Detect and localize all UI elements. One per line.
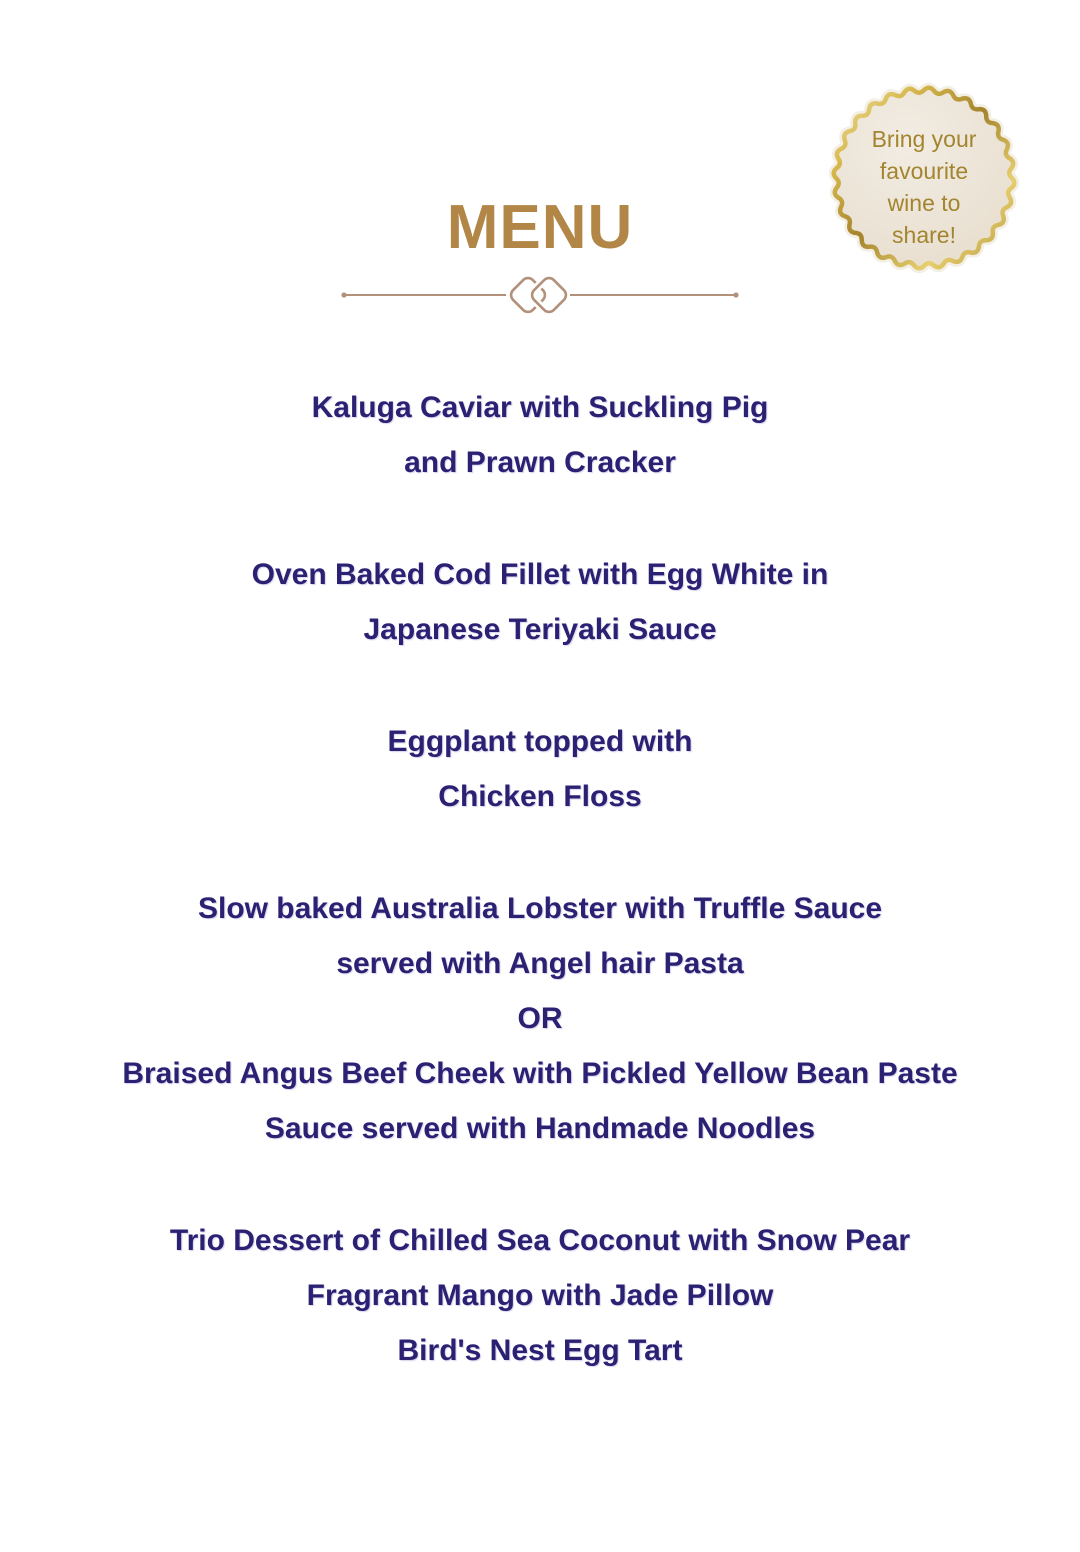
badge-line: wine to bbox=[887, 190, 961, 216]
menu-line: Fragrant Mango with Jade Pillow bbox=[306, 1279, 774, 1312]
menu-line: Braised Angus Beef Cheek with Pickled Yellow Bean Paste bbox=[122, 1057, 958, 1090]
badge-line: share! bbox=[892, 222, 956, 248]
wine-badge-text bbox=[826, 89, 1022, 285]
menu-section-vegetable bbox=[0, 714, 1080, 824]
menu-line: served with Angel hair Pasta bbox=[336, 947, 744, 980]
menu-section-fish bbox=[0, 547, 1080, 657]
menu-line: Bird's Nest Egg Tart bbox=[397, 1334, 683, 1367]
menu-line: Chicken Floss bbox=[438, 780, 642, 813]
menu-line: Japanese Teriyaki Sauce bbox=[363, 613, 717, 646]
menu-line: and Prawn Cracker bbox=[404, 446, 676, 479]
badge-line: Bring your bbox=[871, 126, 977, 152]
page-title: MENU bbox=[446, 193, 634, 262]
menu-section-dessert bbox=[0, 1213, 1080, 1378]
ornamental-divider bbox=[340, 274, 740, 318]
wine-badge bbox=[826, 80, 1022, 276]
menu-line: Oven Baked Cod Fillet with Egg White in bbox=[251, 558, 829, 591]
divider-flourish-icon bbox=[340, 274, 740, 318]
menu-body bbox=[0, 380, 1080, 1435]
menu-line: Eggplant topped with bbox=[387, 725, 693, 758]
menu-line: Slow baked Australia Lobster with Truffle Sauce bbox=[197, 892, 883, 925]
menu-line: Kaluga Caviar with Suckling Pig bbox=[311, 391, 769, 424]
menu-section-appetizer bbox=[0, 380, 1080, 490]
badge-line: favourite bbox=[879, 158, 969, 184]
menu-line-or-separator: OR bbox=[517, 1002, 563, 1035]
menu-section-mains bbox=[0, 881, 1080, 1156]
menu-line: Sauce served with Handmade Noodles bbox=[264, 1112, 816, 1145]
menu-line: Trio Dessert of Chilled Sea Coconut with Snow Pear bbox=[169, 1224, 911, 1257]
